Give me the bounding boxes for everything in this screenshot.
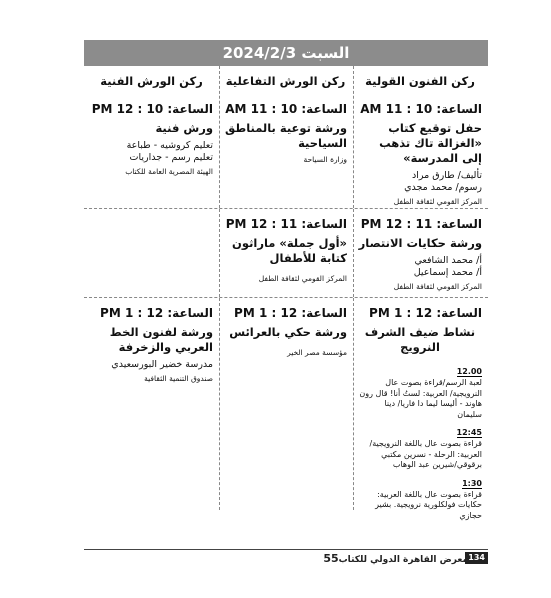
session-person: أ/ محمد الشافعي — [414, 255, 482, 266]
detail-item — [358, 359, 482, 420]
schedule-cell — [86, 66, 220, 208]
schedule-row — [84, 298, 488, 520]
date-header: السبت 2024/2/3 — [84, 40, 488, 66]
session-title: ورشة توعية بالمناطق السياحية — [225, 121, 347, 150]
page-footer — [323, 552, 488, 566]
session-organizer: الهيئة المصرية العامة للكتاب — [125, 167, 213, 176]
schedule-row — [84, 209, 488, 298]
detail-time: 1:30 — [462, 478, 482, 488]
session-person: تعليم كروشيه - طباعة — [126, 140, 213, 151]
session-organizer: المركز القومي لثقافة الطفل — [258, 274, 347, 283]
detail-time: 12.00 — [456, 367, 482, 376]
session-person: مدرسة خضير البورسعيدي — [111, 359, 213, 370]
detail-time: 12:45 — [456, 428, 482, 437]
schedule-cell-empty — [86, 209, 220, 297]
session-organizer: صندوق التنمية الثقافية — [144, 374, 213, 383]
detail-item — [358, 471, 482, 522]
session-organizer: مؤسسة مصر الخير — [287, 348, 347, 357]
edition-number: 55 — [323, 552, 339, 565]
schedule-row — [84, 66, 488, 209]
session-title: «أول جملة» ماراثون كتابة للأطفال — [232, 236, 347, 265]
fair-name: معرض القاهرة الدولي للكتاب — [338, 555, 468, 565]
session-time: الساعة: 12 : 1 PM — [100, 306, 213, 320]
detail-text: لعبة الرسم/قراءة بصوت عال النرويجية/ العربية: لستُ أنا! قال رون هاوند - أليسا ليما دا فاريا/ دينا سليمان — [359, 378, 482, 419]
detail-text: قراءة بصوت عال باللغة النرويجية/ العربية: الرحلة - نسرين مكتبي برقوقي/شيرين عبد الوهاب — [369, 439, 482, 469]
session-organizer: المركز القومي لثقافة الطفل — [393, 197, 482, 206]
session-time: الساعة: 10 : 11 AM — [360, 102, 482, 116]
schedule-cell — [220, 298, 354, 510]
session-time: الساعة: 12 : 1 PM — [234, 306, 347, 320]
corner-header: ركن الورش التفاعلية — [225, 74, 346, 88]
session-time: الساعة: 10 : 11 AM — [225, 102, 347, 116]
schedule-cell — [86, 298, 220, 510]
session-title: نشاط ضيف الشرف النرويج — [364, 325, 476, 354]
session-time: الساعة: 10 : 12 PM — [91, 102, 213, 116]
fair-logo — [320, 552, 468, 565]
session-title: ورشة لفنون الخط العربي والزخرفة — [109, 325, 213, 354]
footer-divider — [84, 549, 488, 550]
corner-header: ركن الورش الفنية — [100, 74, 203, 88]
session-person: أ/ محمد إسماعيل — [413, 267, 482, 278]
schedule-cell — [354, 66, 488, 208]
session-title: حفل توقيع كتاب «الغزالة تاك تذهب إلى المدرسة» — [379, 121, 482, 165]
schedule-cell — [354, 209, 488, 297]
schedule-cell — [220, 209, 354, 297]
session-time: الساعة: 11 : 12 PM — [225, 217, 347, 231]
session-person: تأليف/ طارق مراد — [412, 170, 482, 181]
detail-item — [358, 420, 482, 471]
page-number: 134 — [465, 552, 488, 564]
schedule-cell — [220, 66, 354, 208]
schedule-cell — [354, 298, 488, 520]
detail-text: قراءة بصوت عال باللغة العربية: حكايات فولكلورية نرويجية. بشير حجازي — [375, 489, 482, 520]
session-organizer: المركز القومي لثقافة الطفل — [393, 282, 482, 291]
session-title: ورش فنية — [155, 121, 213, 135]
session-person: رسوم/ محمد مجدي — [404, 182, 482, 193]
session-title: ورشة حكي بالعرائس — [229, 325, 347, 339]
session-person: تعليم رسم - جداريات — [129, 152, 213, 163]
session-organizer: وزارة السياحة — [303, 155, 347, 164]
session-title: ورشة حكايات الانتصار — [358, 236, 482, 250]
session-time: الساعة: 12 : 1 PM — [369, 306, 482, 320]
corner-header: ركن الفنون القولية — [365, 74, 475, 88]
session-time: الساعة: 11 : 12 PM — [360, 217, 482, 231]
schedule-grid — [84, 66, 488, 520]
